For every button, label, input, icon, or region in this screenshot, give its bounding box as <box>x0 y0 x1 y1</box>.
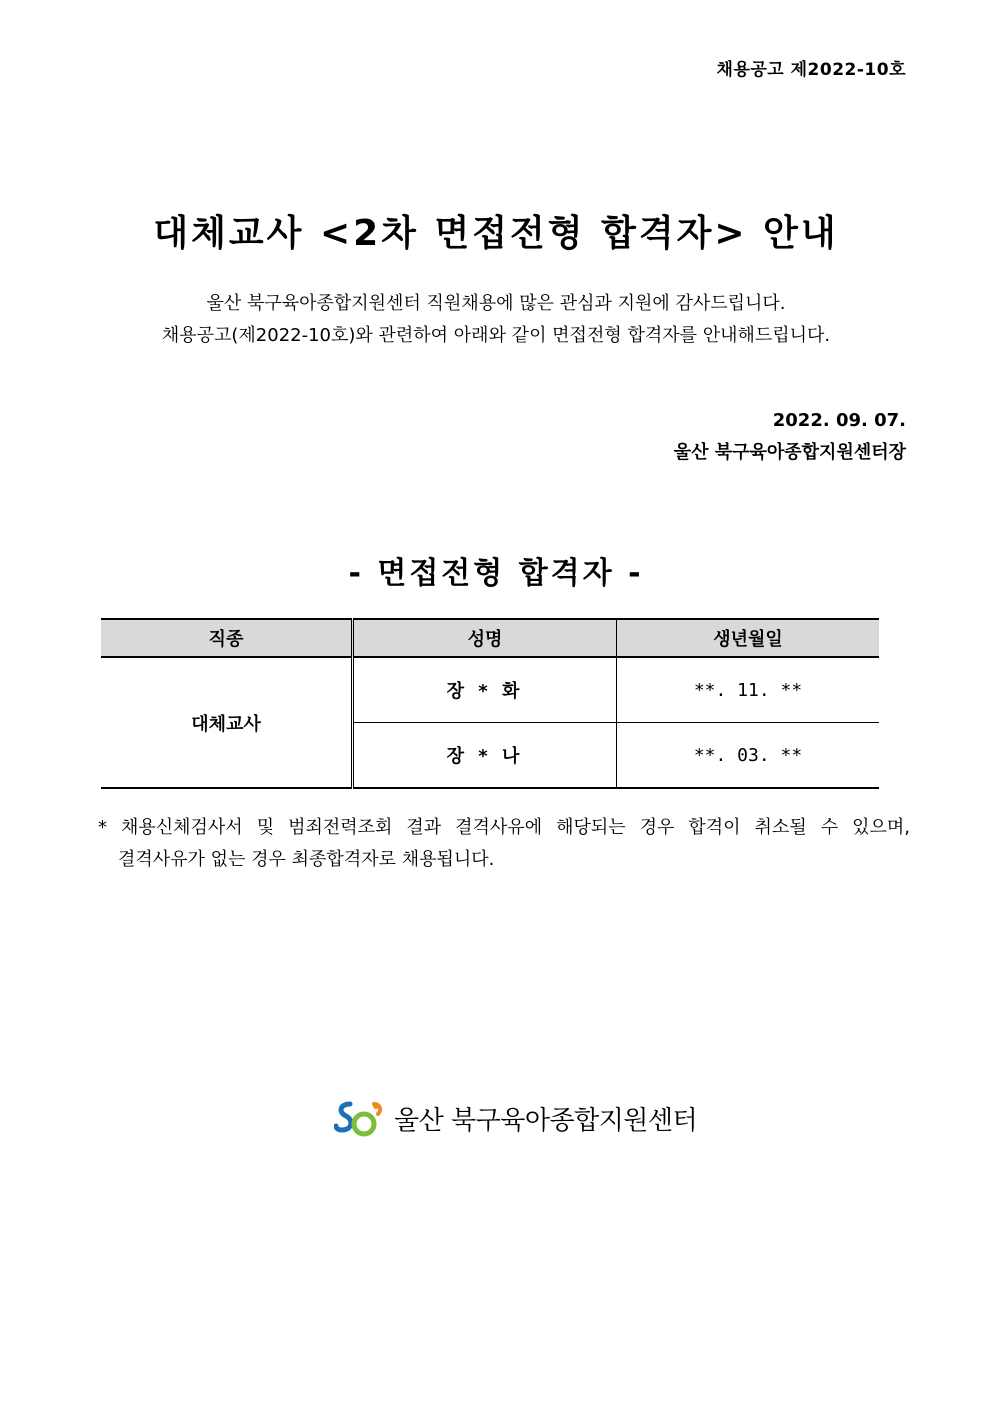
footnote <box>98 812 910 876</box>
issuer: 울산 북구육아종합지원센터장 <box>673 442 906 463</box>
header-birth: 생년월일 <box>617 619 880 657</box>
footnote-word: 해당되는 <box>556 817 626 838</box>
birth-cell: **. 03. ** <box>617 723 880 789</box>
footnote-word: 범죄전력조회 <box>288 817 393 838</box>
section-title: - 면접전형 합격자 - <box>348 556 644 591</box>
table-row <box>101 657 879 723</box>
signature-block <box>674 405 906 469</box>
footnote-line-2: 결격사유가 없는 경우 최종합격자로 채용됩니다. <box>118 849 495 870</box>
footnote-word: 채용신체검사서 <box>120 817 243 838</box>
header-name: 성명 <box>353 619 617 657</box>
footnote-word: 수 <box>820 817 839 838</box>
footnote-word: 결격사유에 <box>455 817 543 838</box>
footnote-line-1 <box>98 812 910 844</box>
footnote-word: 결과 <box>406 817 442 838</box>
center-logo-icon <box>334 1098 386 1138</box>
intro-line-1: 울산 북구육아종합지원센터 직원채용에 많은 관심과 지원에 감사드립니다. <box>206 293 786 314</box>
intro-text <box>0 288 992 352</box>
intro-line-2: 채용공고(제2022-10호)와 관련하여 아래와 같이 면접전형 합격자를 안내해드립니다. <box>161 325 831 346</box>
notice-number: 채용공고 제2022-10호 <box>716 60 906 80</box>
result-table <box>101 618 879 789</box>
footnote-word: 합격이 <box>688 817 741 838</box>
table-header-row <box>101 619 879 657</box>
center-logo-text: 울산 북구육아종합지원센터 <box>394 1105 698 1136</box>
header-job: 직종 <box>101 619 353 657</box>
footnote-word: 경우 <box>639 817 675 838</box>
footnote-word: * <box>98 817 107 838</box>
name-cell: 장 * 나 <box>353 723 617 789</box>
footnote-word: 취소될 <box>754 817 807 838</box>
name-cell: 장 * 화 <box>353 657 617 723</box>
issue-date: 2022. 09. 07. <box>772 410 906 431</box>
footnote-word: 있으며, <box>852 817 910 838</box>
page-title: 대체교사 <2차 면접전형 합격자> 안내 <box>153 213 839 254</box>
job-cell: 대체교사 <box>101 657 353 788</box>
center-logo <box>334 1098 697 1138</box>
footnote-word: 및 <box>256 817 275 838</box>
birth-cell: **. 11. ** <box>617 657 880 723</box>
